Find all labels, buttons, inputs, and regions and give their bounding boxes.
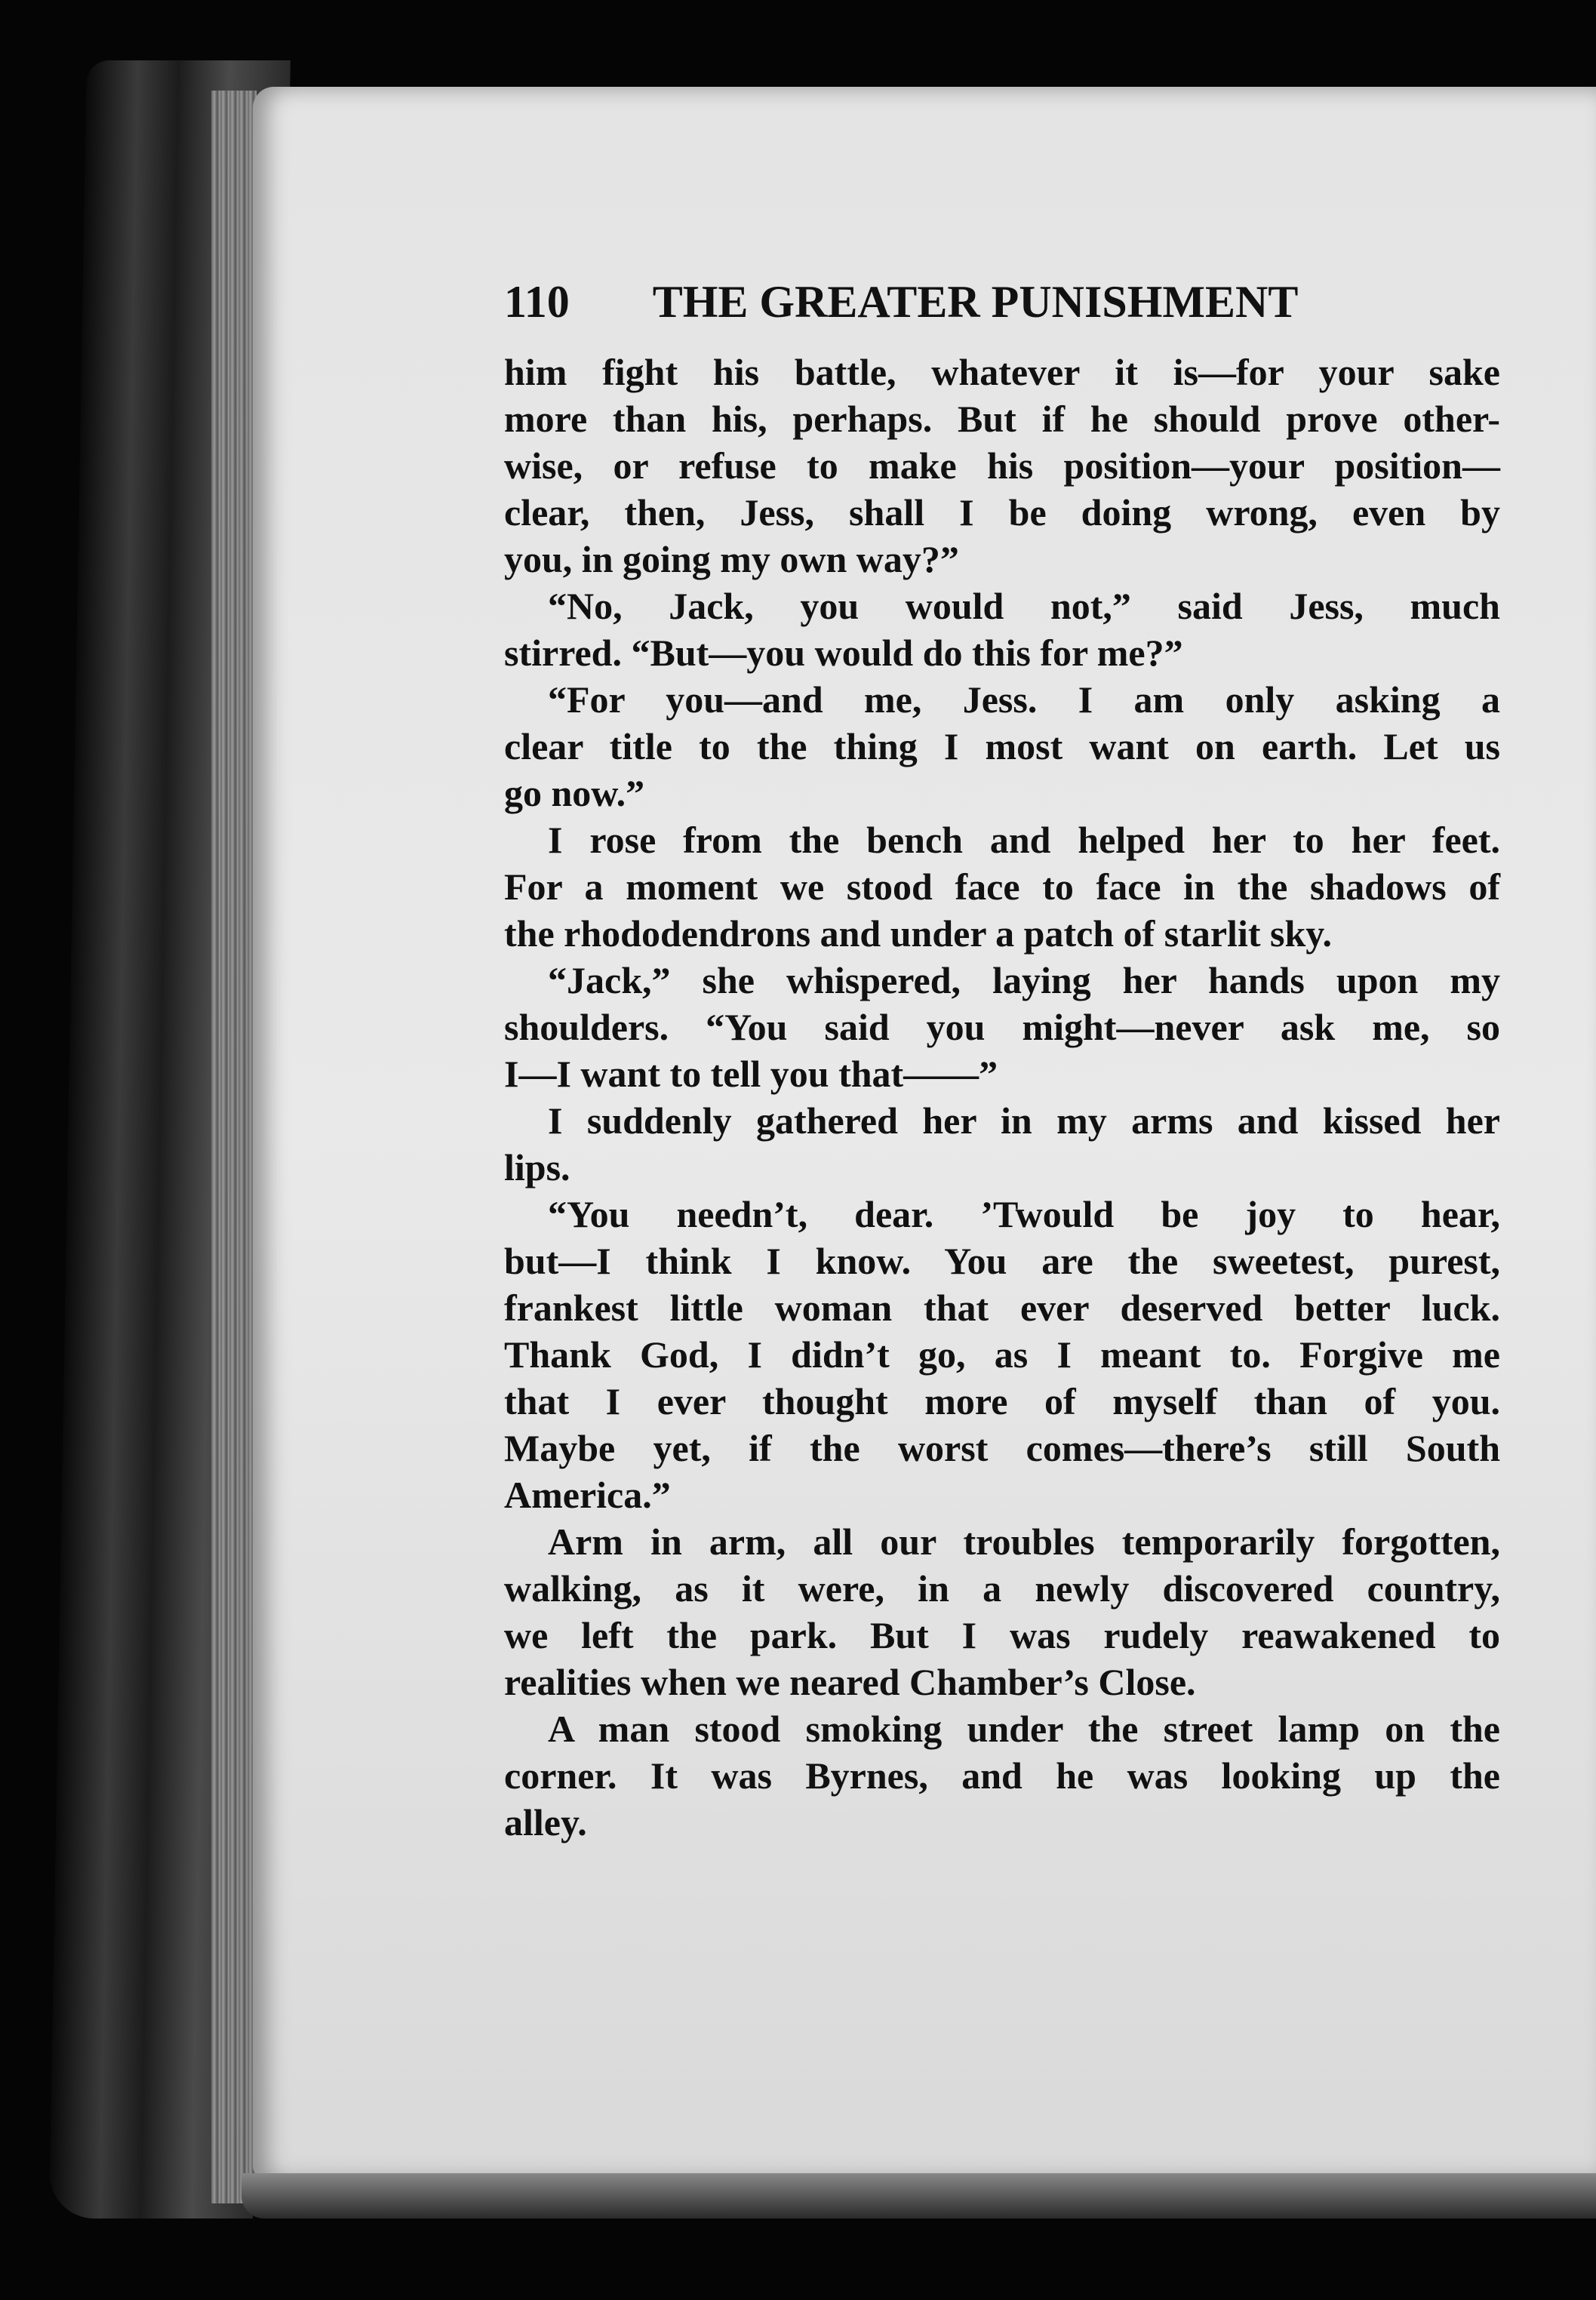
running-header bbox=[504, 272, 1508, 332]
page-number: 110 bbox=[504, 277, 570, 327]
page-bottom-edge bbox=[241, 2173, 1596, 2219]
text-line: alley. bbox=[504, 1801, 587, 1843]
text-line: clear, then, Jess, shall I be doing wrong, even by bbox=[504, 491, 1500, 533]
text-line: A man stood smoking under the street lamp on the bbox=[548, 1708, 1500, 1750]
text-line: more than his, perhaps. But if he should prove other- bbox=[504, 398, 1500, 440]
text-line: frankest little woman that ever deserved better luck. bbox=[504, 1287, 1500, 1329]
paragraph bbox=[504, 676, 1500, 816]
text-line: wise, or refuse to make his position—your position— bbox=[504, 444, 1500, 487]
text-line: I suddenly gathered her in my arms and kissed her bbox=[548, 1099, 1500, 1142]
text-line: stirred. “But—you would do this for me?” bbox=[504, 632, 1183, 674]
text-line: Thank God, I didn’t go, as I meant to. Forgive me bbox=[504, 1333, 1500, 1376]
paragraph bbox=[504, 1191, 1500, 1518]
text-line: “No, Jack, you would not,” said Jess, much bbox=[548, 585, 1500, 627]
text-line: Arm in arm, all our troubles temporarily forgotten, bbox=[548, 1521, 1500, 1563]
text-line: I rose from the bench and helped her to her feet. bbox=[548, 819, 1500, 861]
text-line: shoulders. “You said you might—never ask me, so bbox=[504, 1006, 1500, 1048]
text-line: Maybe yet, if the worst comes—there’s still South bbox=[504, 1427, 1500, 1469]
text-line: “For you—and me, Jess. I am only asking a bbox=[548, 678, 1500, 721]
text-line: clear title to the thing I most want on earth. Let us bbox=[504, 725, 1500, 767]
paragraph bbox=[504, 1705, 1500, 1846]
paragraph bbox=[504, 957, 1500, 1097]
text-line: For a moment we stood face to face in the shadows of bbox=[504, 866, 1500, 908]
text-line: corner. It was Byrnes, and he was looking up the bbox=[504, 1754, 1500, 1797]
paragraph bbox=[504, 816, 1500, 957]
page-stack-edge bbox=[211, 91, 257, 2203]
text-line: but—I think I know. You are the sweetest, purest, bbox=[504, 1240, 1500, 1282]
text-line: “You needn’t, dear. ’Twould be joy to hear, bbox=[548, 1193, 1500, 1235]
text-line: go now.” bbox=[504, 772, 645, 814]
paragraph bbox=[504, 583, 1500, 676]
text-line: America.” bbox=[504, 1474, 671, 1516]
text-line: lips. bbox=[504, 1146, 570, 1188]
text-line: “Jack,” she whispered, laying her hands upon my bbox=[548, 959, 1500, 1001]
text-line: the rhododendrons and under a patch of starlit sky. bbox=[504, 912, 1332, 955]
running-title: THE GREATER PUNISHMENT bbox=[652, 277, 1299, 327]
paragraph bbox=[504, 1518, 1500, 1705]
text-line: we left the park. But I was rudely reawakened to bbox=[504, 1614, 1500, 1656]
text-line: him fight his battle, whatever it is—for your sake bbox=[504, 351, 1500, 393]
text-line: I—I want to tell you that——” bbox=[504, 1053, 998, 1095]
paragraph bbox=[504, 349, 1500, 583]
text-line: walking, as it were, in a newly discovered country, bbox=[504, 1567, 1500, 1610]
text-line: realities when we neared Chamber’s Close. bbox=[504, 1661, 1196, 1703]
text-line: that I ever thought more of myself than of you. bbox=[504, 1380, 1500, 1422]
body-text bbox=[504, 349, 1500, 1846]
text-line: you, in going my own way?” bbox=[504, 538, 959, 580]
paragraph bbox=[504, 1097, 1500, 1191]
